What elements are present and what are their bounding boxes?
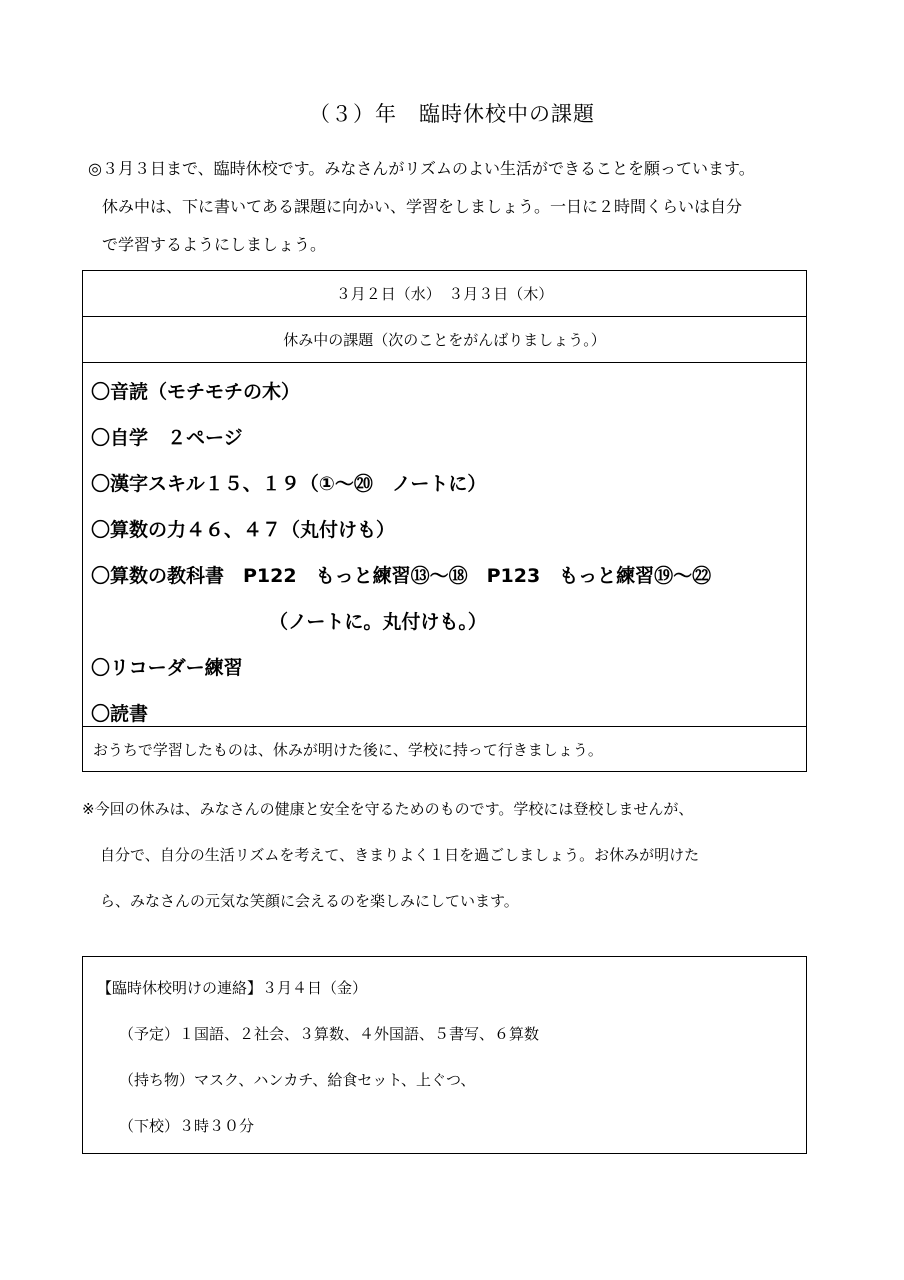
intro-line: で学習するようにしましょう。 (102, 235, 327, 254)
contact-dismissal: （下校）３時３０分 (119, 1117, 255, 1135)
task-heading: 休み中の課題（次のことをがんばりましょう。） (83, 317, 806, 363)
note-line: 自分で、自分の生活リズムを考えて、きまりよく１日を過ごしましょう。お休みが明けた (100, 846, 700, 864)
note-line: ※今回の休みは、みなさんの健康と安全を守るためのものです。学校には登校しませんが、 (82, 800, 694, 818)
task-table (82, 270, 807, 772)
task-item: 〇自学 ２ページ (91, 427, 243, 449)
note-line: ら、みなさんの元気な笑顔に会えるのを楽しみにしています。 (100, 892, 519, 910)
task-list (83, 363, 806, 727)
note-paragraph (82, 786, 842, 924)
contact-belongings: （持ち物）マスク、ハンカチ、給食セット、上ぐつ、 (119, 1071, 476, 1089)
intro-line: 休み中は、下に書いてある課題に向かい、学習をしましょう。一日に２時間くらいは自分 (102, 197, 743, 216)
task-item: 〇音読（モチモチの木） (91, 381, 301, 403)
contact-heading: 【臨時休校明けの連絡】３月４日（金） (97, 979, 368, 997)
task-item: 〇漢字スキル１５、１９（①～⑳ ノートに） (91, 473, 487, 495)
task-item: 〇リコーダー練習 (91, 657, 243, 679)
intro-paragraph (88, 150, 848, 264)
page-title: （３）年 臨時休校中の課題 (309, 102, 595, 126)
task-item-note: （ノートに。丸付けも。） (269, 611, 487, 633)
contact-schedule: （予定）１国語、２社会、３算数、４外国語、５書写、６算数 (119, 1025, 540, 1043)
intro-line: ◎３月３日まで、臨時休校です。みなさんがリズムのよい生活ができることを願っています。 (88, 159, 755, 178)
task-item: 〇読書 (91, 703, 149, 725)
task-item: 〇算数の教科書 P122 もっと練習⑬～⑱ P123 もっと練習⑲～㉒ (91, 565, 712, 587)
task-item: 〇算数の力４６、４７（丸付けも） (91, 519, 396, 541)
task-dates: ３月２日（水） ３月３日（木） (83, 271, 806, 317)
contact-box (82, 956, 807, 1154)
task-footer: おうちで学習したものは、休みが明けた後に、学校に持って行きましょう。 (93, 740, 603, 759)
